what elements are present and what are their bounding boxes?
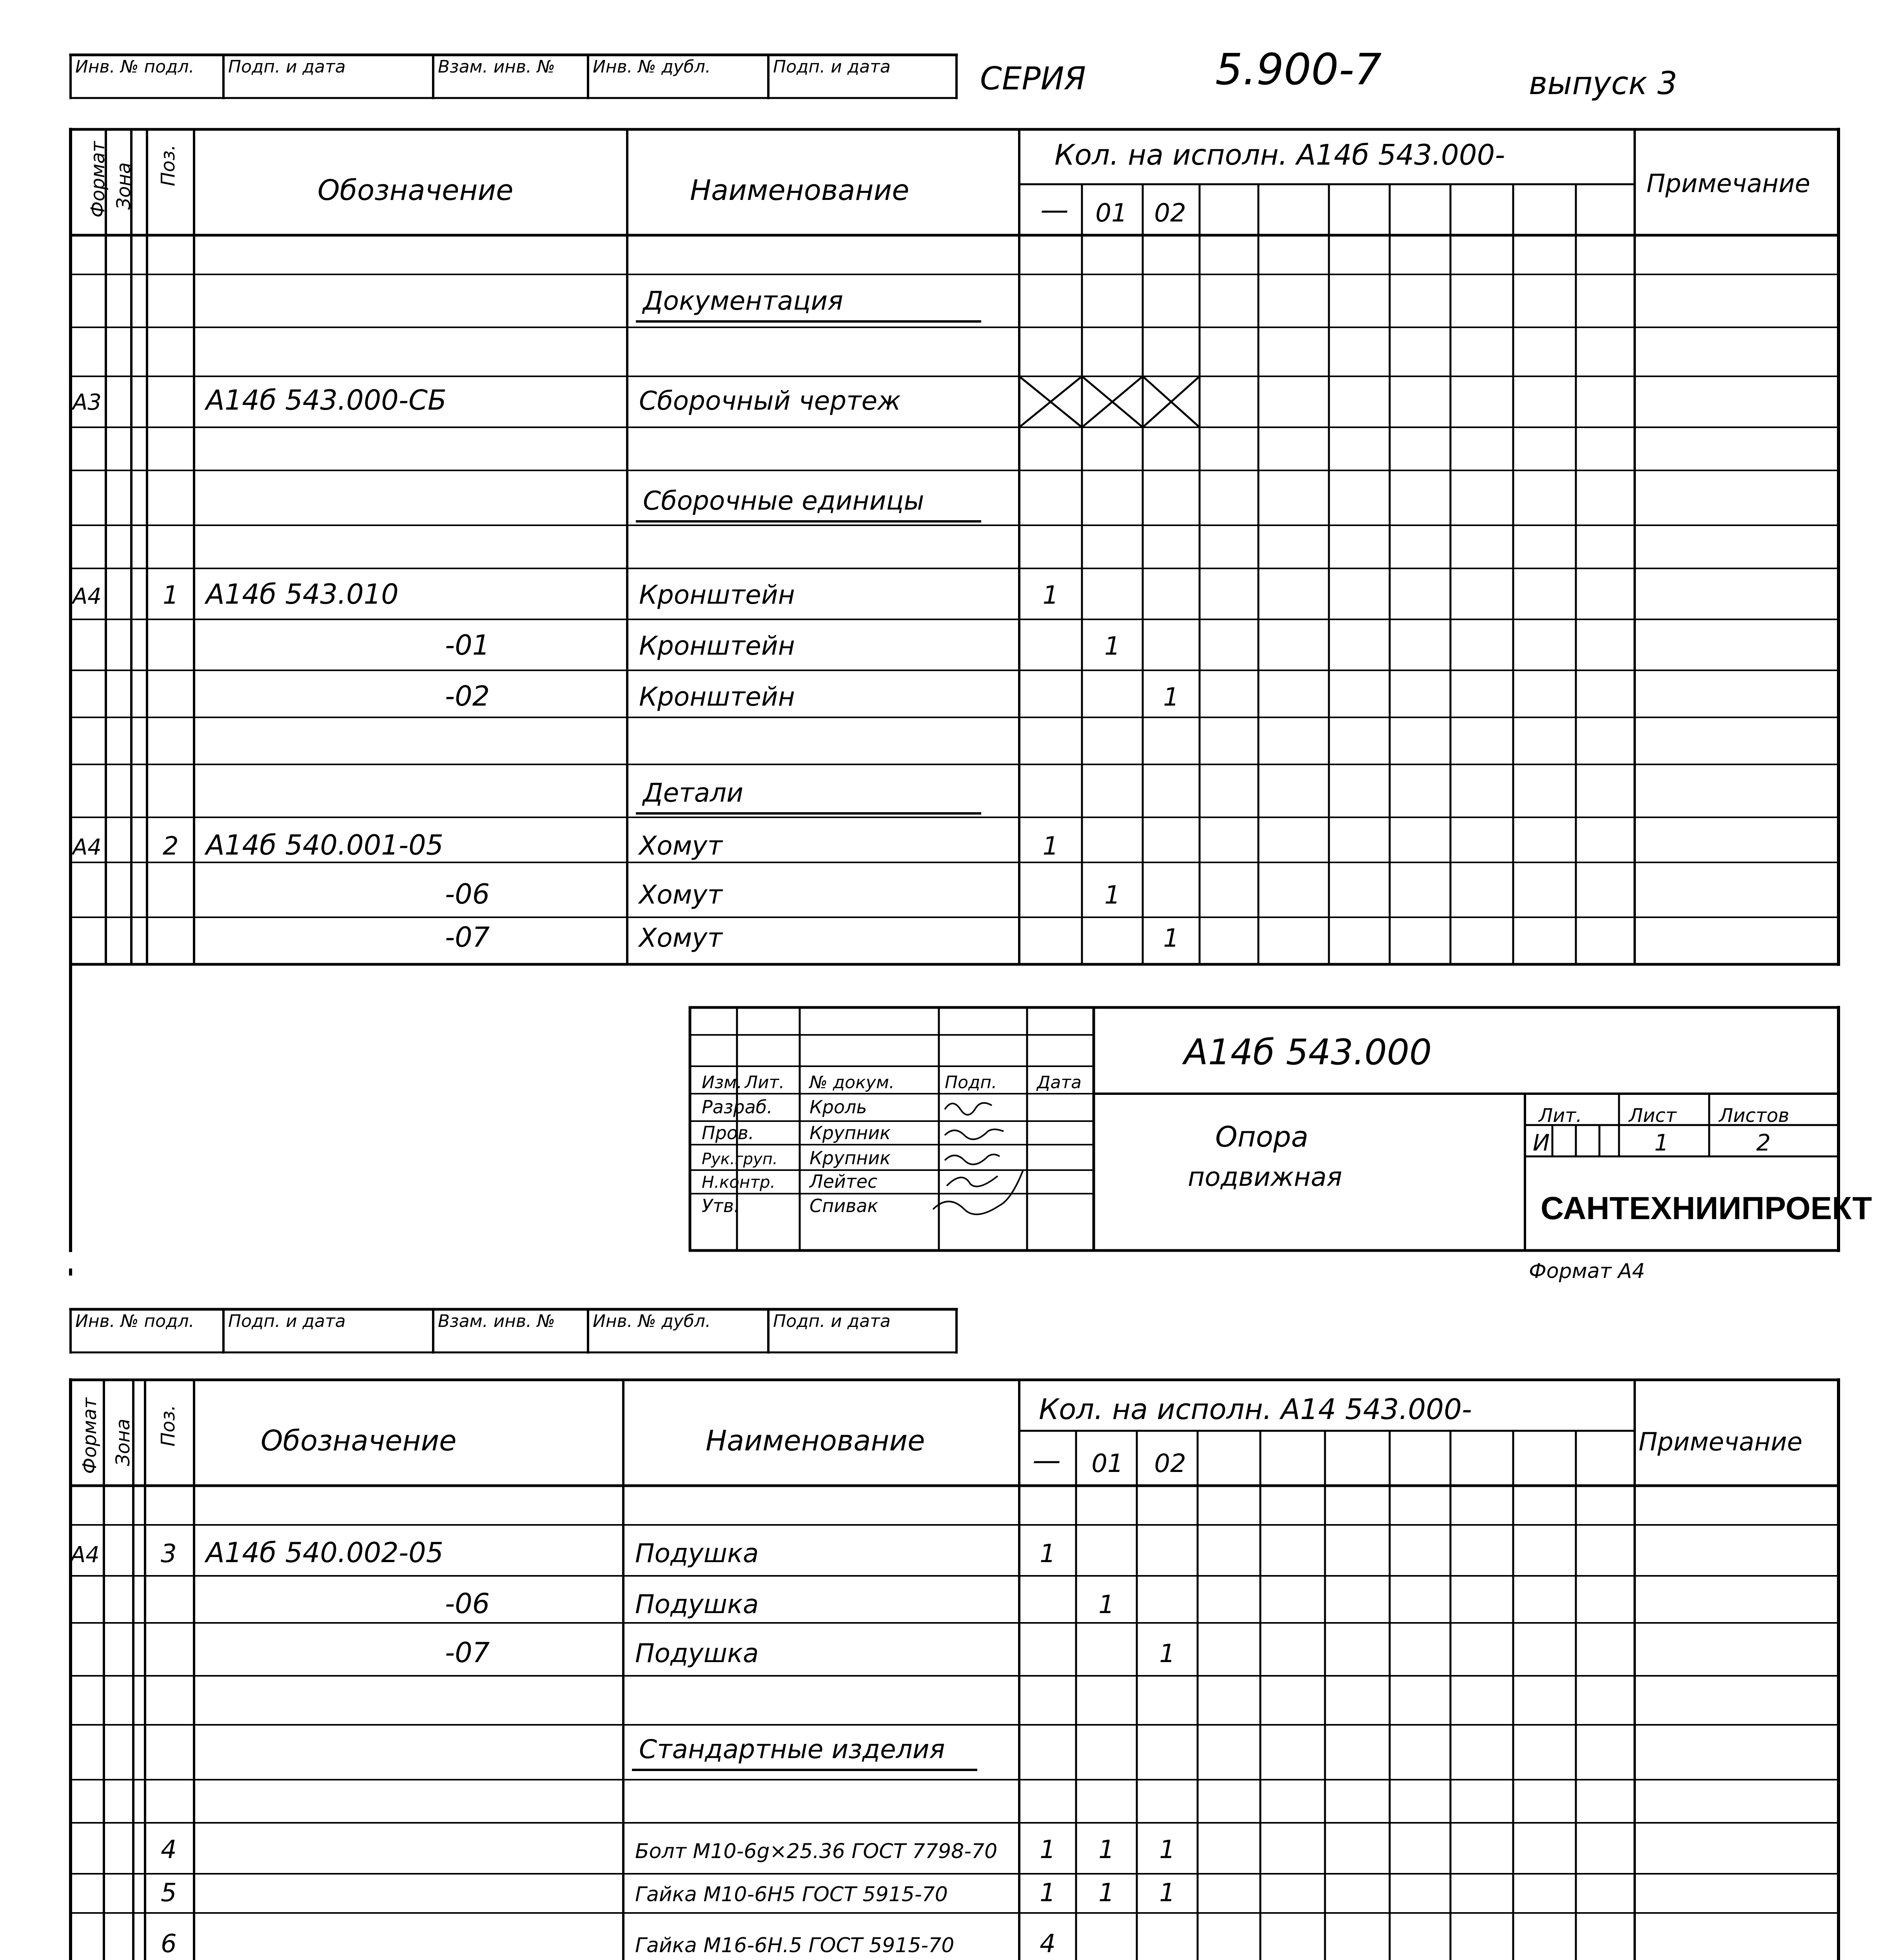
sheet2-row-qty-5-0: 1 xyxy=(1040,1878,1056,1907)
tb1-sheet-label: Лист xyxy=(1629,1105,1677,1127)
col-zone-1: Зона xyxy=(113,162,135,210)
col-note-1: Примечание xyxy=(1646,169,1810,198)
sheet2-row-pos-0: 3 xyxy=(161,1539,177,1568)
sheet1-row-format-7: А4 xyxy=(73,835,102,860)
s2-stamp-2: Взам. инв. № xyxy=(438,1311,555,1331)
tb1-col-sign: Подп. xyxy=(945,1073,997,1093)
sheet2-row-name-4: Болт М10-6g×25.36 ГОСТ 7798-70 xyxy=(635,1840,998,1863)
sheet1-section-2: Сборочные единицы xyxy=(643,486,924,516)
col-variant-base-2: — xyxy=(1033,1444,1061,1477)
tb1-signer-1: Кроль xyxy=(810,1096,867,1118)
sheet2-row-qty-5-2: 1 xyxy=(1159,1878,1175,1907)
sheet2-row-name-2: Подушка xyxy=(635,1638,759,1668)
sheet2-row-name-5: Гайка М10-6Н5 ГОСТ 5915-70 xyxy=(635,1883,948,1906)
sheet2-row-name-6: Гайка М16-6Н.5 ГОСТ 5915-70 xyxy=(635,1934,955,1957)
tb1-lit-label: Лит. xyxy=(1539,1105,1582,1127)
col-variant-base-1: — xyxy=(1040,193,1069,226)
sheet1-row-qty-4-1: 1 xyxy=(1104,632,1120,661)
sheet1-section-0: Документация xyxy=(643,286,843,316)
sheet1-row-format-1: А3 xyxy=(73,390,102,415)
tb1-sheet-value: 1 xyxy=(1654,1129,1669,1156)
sheet2-row-name-1: Подушка xyxy=(635,1589,759,1619)
col-designation-1: Обозначение xyxy=(318,174,514,207)
sheet1-row-qty-3-0: 1 xyxy=(1042,581,1059,610)
col-designation-2: Обозначение xyxy=(261,1424,457,1457)
sheet2-row-pos-4: 4 xyxy=(161,1835,177,1864)
tb1-title-line2: подвижная xyxy=(1188,1162,1342,1192)
sheet2-row-qty-4-0: 1 xyxy=(1040,1835,1056,1864)
sheet2-section-3: Стандартные изделия xyxy=(639,1734,945,1764)
col-variant-01-2: 01 xyxy=(1091,1449,1124,1478)
sheet1-row-designation-7: А14б 540.001-05 xyxy=(206,829,444,861)
col-pos-2: Поз. xyxy=(157,1405,179,1446)
s1-stamp-4: Подп. и дата xyxy=(773,57,891,77)
sheet1-row-qty-5-2: 1 xyxy=(1163,683,1179,712)
tb1-role-5: Утв. xyxy=(702,1195,740,1216)
sheet2-row-pos-6: 6 xyxy=(161,1929,177,1958)
s1-stamp-2: Взам. инв. № xyxy=(438,57,555,77)
qty-header-2: Кол. на исполн. А14 543.000- xyxy=(1039,1393,1472,1426)
sheet2-row-qty-5-1: 1 xyxy=(1098,1878,1114,1907)
sheet2-row-qty-1-1: 1 xyxy=(1098,1590,1114,1619)
s2-stamp-1: Подп. и дата xyxy=(228,1311,346,1331)
sheet2-row-pos-5: 5 xyxy=(161,1878,177,1907)
tb1-organization: САНТЕХНИИПРОЕКТ xyxy=(1541,1191,1872,1226)
tb1-role-1: Разраб. xyxy=(702,1096,773,1118)
sheet2-row-format-0: А4 xyxy=(71,1542,100,1568)
s2-stamp-4: Подп. и дата xyxy=(773,1311,891,1331)
col-name-2: Наименование xyxy=(706,1424,925,1457)
sheet2-row-designation-1: -06 xyxy=(445,1588,490,1620)
sheet1-row-designation-1: А14б 543.000-СБ xyxy=(206,384,447,416)
tb1-col-lit: Лит. xyxy=(745,1073,785,1093)
s1-stamp-0: Инв. № подл. xyxy=(75,57,194,77)
col-variant-02-2: 02 xyxy=(1154,1449,1186,1478)
issue-label: выпуск 3 xyxy=(1529,65,1677,102)
sheet1-section-6: Детали xyxy=(643,778,744,808)
s2-stamp-3: Инв. № дубл. xyxy=(593,1311,711,1331)
tb1-col-docnum: № докум. xyxy=(810,1073,895,1093)
sheet1-row-designation-8: -06 xyxy=(445,878,490,910)
sheet1-row-qty-9-2: 1 xyxy=(1163,924,1179,953)
sheet2-row-qty-6-0: 4 xyxy=(1040,1929,1056,1958)
s1-stamp-3: Инв. № дубл. xyxy=(593,57,711,77)
sheet1-row-designation-4: -01 xyxy=(445,629,490,661)
tb1-role-2: Пров. xyxy=(702,1122,754,1143)
sheet2-row-designation-0: А14б 540.002-05 xyxy=(206,1537,444,1569)
col-zone-2: Зона xyxy=(112,1419,134,1466)
tb1-lit-value: И xyxy=(1533,1129,1550,1156)
tb1-col-izm: Изм. xyxy=(702,1073,742,1093)
sheet1-row-pos-7: 2 xyxy=(163,832,179,861)
tb1-sheets-label: Листов xyxy=(1719,1105,1790,1127)
sheet1-row-designation-5: -02 xyxy=(445,680,490,712)
col-pos-1: Поз. xyxy=(157,144,179,186)
col-format-2: Формат xyxy=(79,1397,101,1474)
tb1-title-line1: Опора xyxy=(1215,1120,1309,1153)
sheet2-row-qty-4-2: 1 xyxy=(1159,1835,1175,1864)
sheet2-row-qty-4-1: 1 xyxy=(1098,1835,1114,1864)
sheet1-row-name-8: Хомут xyxy=(639,880,722,910)
sheet2-row-designation-2: -07 xyxy=(445,1637,490,1669)
tb1-signer-3: Крупник xyxy=(810,1147,891,1169)
col-note-2: Примечание xyxy=(1639,1428,1802,1457)
col-variant-01-1: 01 xyxy=(1095,199,1127,228)
format-note-1: Формат А4 xyxy=(1529,1259,1645,1283)
sheet1-row-pos-3: 1 xyxy=(163,581,179,610)
col-format-1: Формат xyxy=(87,141,109,218)
tb1-col-date: Дата xyxy=(1037,1073,1082,1093)
s2-stamp-0: Инв. № подл. xyxy=(75,1311,194,1331)
tb1-signer-5: Спивак xyxy=(810,1195,878,1216)
sheet1-row-format-3: А4 xyxy=(73,584,102,609)
col-variant-02-1: 02 xyxy=(1154,199,1186,228)
tb1-signer-4: Лейтес xyxy=(810,1171,878,1192)
sheet2-row-name-0: Подушка xyxy=(635,1538,759,1568)
sheet2-row-qty-0-0: 1 xyxy=(1040,1539,1056,1568)
s1-stamp-1: Подп. и дата xyxy=(228,57,346,77)
series-number: 5.900-7 xyxy=(1215,44,1382,94)
sheet1-row-name-4: Кронштейн xyxy=(639,631,795,661)
sheet2-row-qty-2-2: 1 xyxy=(1159,1639,1175,1668)
tb1-signer-2: Крупник xyxy=(810,1122,891,1143)
tb1-sheets-value: 2 xyxy=(1756,1129,1771,1156)
sheet1-row-designation-3: А14б 543.010 xyxy=(206,578,399,610)
sheet1-row-name-3: Кронштейн xyxy=(639,580,795,610)
series-label: СЕРИЯ xyxy=(980,60,1086,97)
sheet1-row-qty-7-0: 1 xyxy=(1042,832,1059,861)
sheet1-row-name-9: Хомут xyxy=(639,923,722,953)
sheet1-row-name-7: Хомут xyxy=(639,831,722,861)
qty-header-1: Кол. на исполн. А14б 543.000- xyxy=(1055,138,1505,171)
tb1-role-3: Рук.груп. xyxy=(702,1150,778,1168)
col-name-1: Наименование xyxy=(690,174,909,207)
tb1-designation: А14б 543.000 xyxy=(1184,1032,1432,1073)
sheet1-row-qty-8-1: 1 xyxy=(1104,881,1120,910)
sheet1-row-name-1: Сборочный чертеж xyxy=(639,386,901,416)
sheet1-row-name-5: Кронштейн xyxy=(639,682,795,712)
tb1-role-4: Н.контр. xyxy=(702,1172,775,1192)
sheet1-row-designation-9: -07 xyxy=(445,921,490,953)
